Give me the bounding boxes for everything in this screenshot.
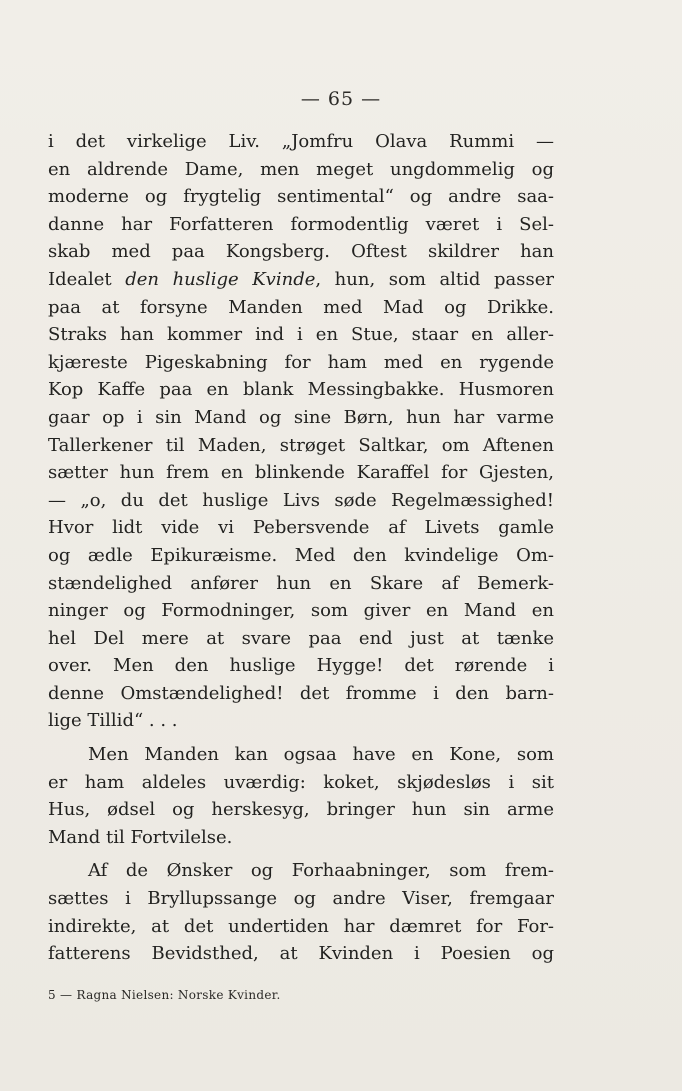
text-line: Straks han kommer ind i en Stue, staar en aller- xyxy=(48,324,554,346)
text-line: Hus, ødsel og herskesyg, bringer hun sin arme xyxy=(48,799,554,821)
paragraph-2 xyxy=(48,741,554,851)
text-line: fatterens Bevidsthed, at Kvinden i Poesien og xyxy=(48,943,554,965)
text-line: ninger og Formodninger, som giver en Mand en xyxy=(48,600,554,622)
text-line: over. Men den huslige Hygge! det rørende i xyxy=(48,655,554,677)
text-line: Tallerkener til Maden, strøget Saltkar, om Aftenen xyxy=(48,434,554,456)
text-line: Kop Kaffe paa en blank Messingbakke. Husmoren xyxy=(48,379,554,401)
italic-phrase: den huslige Kvinde xyxy=(125,268,316,290)
text-line: skab med paa Kongsberg. Oftest skildrer han xyxy=(48,241,554,263)
paragraph-1 xyxy=(48,128,554,735)
text-line: lige Tillid“ . . . xyxy=(48,710,178,732)
text-line: Mand til Fortvilelse. xyxy=(48,826,233,848)
text-line: er ham aldeles uværdig: koket, skjødesløs i sit xyxy=(48,771,554,793)
text-line: sætter hun frem en blinkende Karaffel for Gjesten, xyxy=(48,462,554,484)
text-segment: , hun, som altid passer xyxy=(315,268,554,290)
text-segment: Idealet xyxy=(48,268,126,290)
text-line: en aldrende Dame, men meget ungdommelig og xyxy=(48,158,554,180)
text-line: sættes i Bryllupssange og andre Viser, fremgaar xyxy=(48,888,554,910)
text-line: denne Omstændelighed! det fromme i den barn- xyxy=(48,682,554,704)
text-line-with-italic xyxy=(48,266,554,294)
text-line: Hvor lidt vide vi Pebersvende af Livets gamle xyxy=(48,517,554,539)
text-line: Men Manden kan ogsaa have en Kone, som xyxy=(88,744,554,766)
text-line: gaar op i sin Mand og sine Børn, hun har varme xyxy=(48,406,554,428)
text-line: paa at forsyne Manden med Mad og Drikke. xyxy=(48,296,554,318)
text-line: Af de Ønsker og Forhaabninger, som frem- xyxy=(88,860,554,882)
text-line: i det virkelige Liv. „Jomfru Olava Rummi — xyxy=(48,131,554,152)
text-line: kjæreste Pigeskabning for ham med en rygende xyxy=(48,351,554,373)
text-line: — „o, du det huslige Livs søde Regelmæssighed! xyxy=(48,489,554,511)
text-line: og ædle Epikuræisme. Med den kvindelige Om- xyxy=(48,544,554,566)
paragraph-3 xyxy=(48,857,554,967)
signature-footer: 5 — Ragna Nielsen: Norske Kvinder. xyxy=(48,988,281,1002)
text-line: moderne og frygtelig sentimental“ og andre saa- xyxy=(48,186,554,208)
text-line: danne har Forfatteren formodentlig været i Sel- xyxy=(48,213,554,235)
text-line: stændelighed anfører hun en Skare af Bemerk- xyxy=(48,572,554,594)
text-body xyxy=(48,128,554,968)
page-number: — 65 — xyxy=(300,88,382,110)
text-line: hel Del mere at svare paa end just at tænke xyxy=(48,627,554,649)
text-line: indirekte, at det undertiden har dæmret for For- xyxy=(48,915,554,937)
